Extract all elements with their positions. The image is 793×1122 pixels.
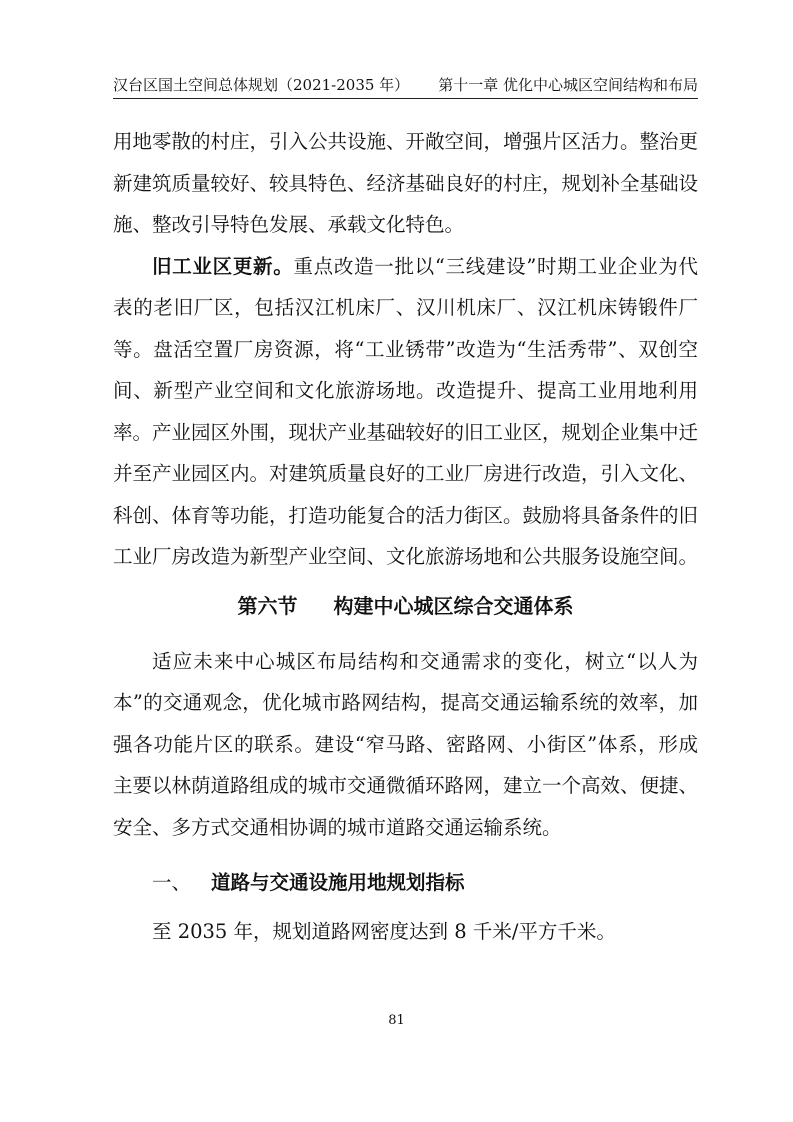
- page-number: 81: [388, 1013, 405, 1028]
- paragraph-lead-heading: 旧工业区更新。: [152, 254, 294, 278]
- header-chapter-title: 第十一章 优化中心城区空间结构和布局: [438, 76, 698, 94]
- header-rule: [113, 98, 698, 99]
- paragraph-transport-intro: 适应未来中心城区布局结构和交通需求的变化，树立“以人为本”的交通观念，优化城市路网结构，提高交通运输系统的效率，加强各功能片区的联系。建设“窄马路、密路网、小街区”体系，形成主要以林荫道路组成的城市交通微循环路网，建立一个高效、便捷、安全、多方式交通相协调的城市道路交通运输系统。: [113, 649, 699, 839]
- paragraph-body: 重点改造一批以“三线建设”时期工业企业为代表的老旧厂区，包括汉江机床厂、汉川机床厂、汉江机床铸锻件厂等。盘活空置厂房资源，将“工业锈带”改造为“生活秀带”、双创空间、新型产业空间和文化旅游场地。改造提升、提高工业用地利用率。产业园区外围，现状产业基础较好的旧工业区，规划企业集中迁并至产业园区内。对建筑质量良好的工业厂房进行改造，引入文化、科创、体育等功能，打造功能复合的活力街区。鼓励将具备条件的旧工业厂房改造为新型产业空间、文化旅游场地和公共服务设施空间。: [113, 254, 699, 568]
- header-document-title: 汉台区国土空间总体规划（2021-2035 年）: [113, 76, 410, 94]
- running-header: [113, 72, 698, 98]
- section-title: 构建中心城区综合交通体系: [333, 593, 574, 618]
- subsection-title: 道路与交通设施用地规划指标: [211, 871, 465, 894]
- paragraph-road-density: 至 2035 年，规划道路网密度达到 8 千米/平方千米。: [152, 920, 616, 943]
- subsection-heading: [113, 854, 698, 911]
- section-heading: [113, 578, 698, 635]
- paragraph-village-renewal: 用地零散的村庄，引入公共设施、开敞空间，增强片区活力。整治更新建筑质量较好、较具特色、经济基础良好的村庄，规划补全基础设施、整改引导特色发展、承载文化特色。: [113, 130, 699, 236]
- paragraph-old-industrial-renewal: [113, 246, 698, 578]
- page-body: [113, 121, 698, 953]
- section-number: 第六节: [237, 593, 298, 618]
- subsection-number: 一、: [152, 871, 192, 894]
